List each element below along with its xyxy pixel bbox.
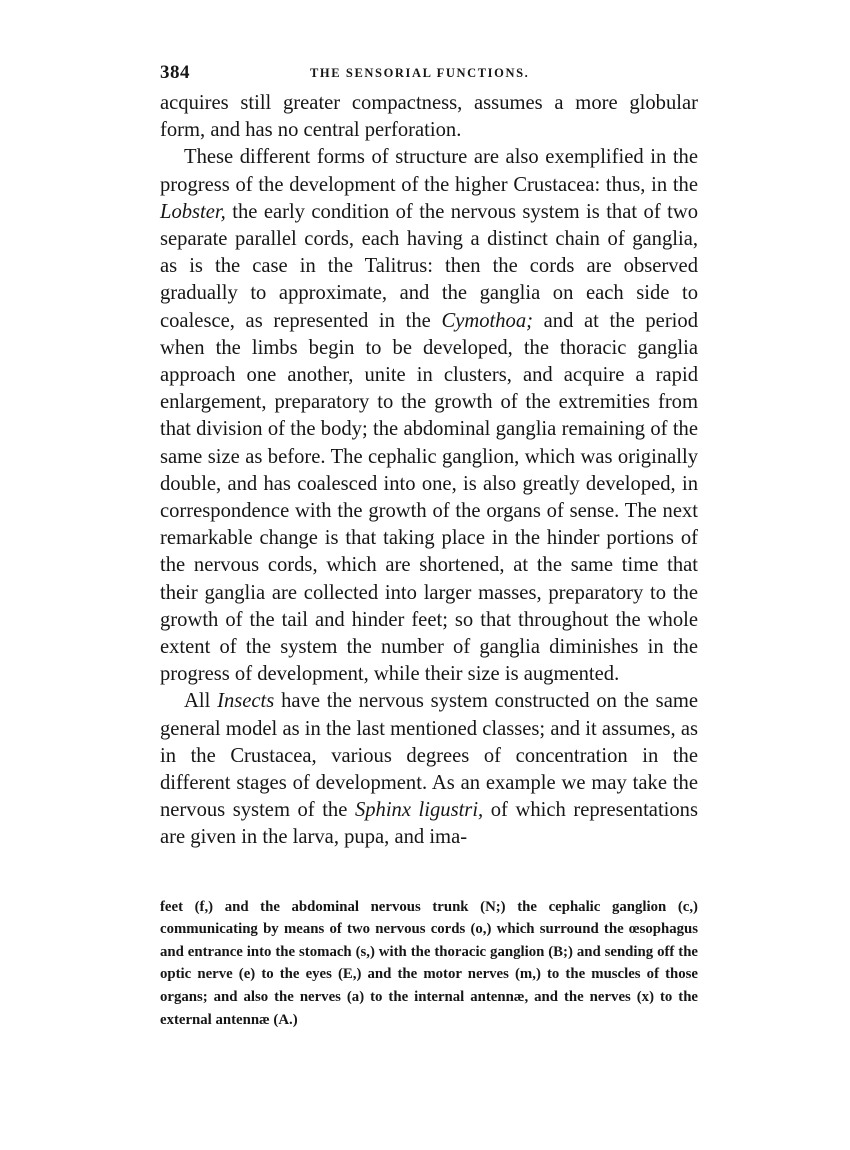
paragraph-3-text-a: All [184,690,218,713]
page-content [160,60,698,1031]
page-header [160,60,698,90]
sphinx-term: Sphinx ligustri, [354,799,484,822]
footnote-text: feet (f,) and the abdominal nervous trunk (N;) the cephalic ganglion (c,) communicating by means of two nervous cords (o,) which surround the œsophagus and entrance into the stomach (s,) with the thoracic ganglion (B;) and sending off the optic nerve (e) to the eyes (E,) and the motor nerves (m,) to the muscles of those organs; and also the nerves (a) to the internal antennæ, and the nerves (x) to the external antennæ (A.) [160,898,698,1028]
paragraph-1: acquires still greater compactness, assumes a more globular form, and has no central perforation. [160,92,698,142]
footnote [160,896,698,1032]
cymothoa-term: Cymothoa; [441,309,533,332]
page-number: 384 [160,62,190,83]
paragraph-2 [160,144,698,688]
paragraph-2-text-a: These different forms of structure are also exemplified in the progress of the development of the higher Crustacea: thus, in the [160,146,698,196]
body-text [160,90,698,852]
paragraph-2-text-b: the early condition of the nervous system is that of two separate parallel cords, each having a distinct chain of ganglia, as is the case in the Talitrus: then the cords are observed gradually to approximate, and the ganglia on each side to coalesce, as represented in the [160,200,698,332]
paragraph-3-text-b: have the nervous system constructed on the same general model as in the last mentioned classes; and it assumes, as in the Crustacea, various degrees of concentration in the different stages of development. As an example we may take the nervous system of the [160,690,698,822]
lobster-term: Lobster, [160,200,226,223]
running-head: THE SENSORIAL FUNCTIONS. [310,66,530,80]
insects-term: Insects [217,690,275,713]
paragraph-3-text-c: of which representations are given in the larva, pupa, and ima- [160,799,698,849]
paragraph-3 [160,688,698,851]
paragraph-2-text-c: and at the period when the limbs begin to be developed, the thoracic ganglia approach one another, unite in clusters, and acquire a rapid enlargement, preparatory to the growth of the extremities from that division of the body; the abdominal ganglia remaining of the same size as before. The cephalic ganglion, which was originally double, and has coalesced into one, is also greatly developed, in correspondence with the growth of the organs of sense. The next remarkable change is that taking place in the hinder portions of the nervous cords, which are shortened, at the same time that their ganglia are collected into larger masses, preparatory to the growth of the tail and hinder feet; so that throughout the whole extent of the system the number of ganglia diminishes in the progress of development, while their size is augmented. [160,309,698,686]
